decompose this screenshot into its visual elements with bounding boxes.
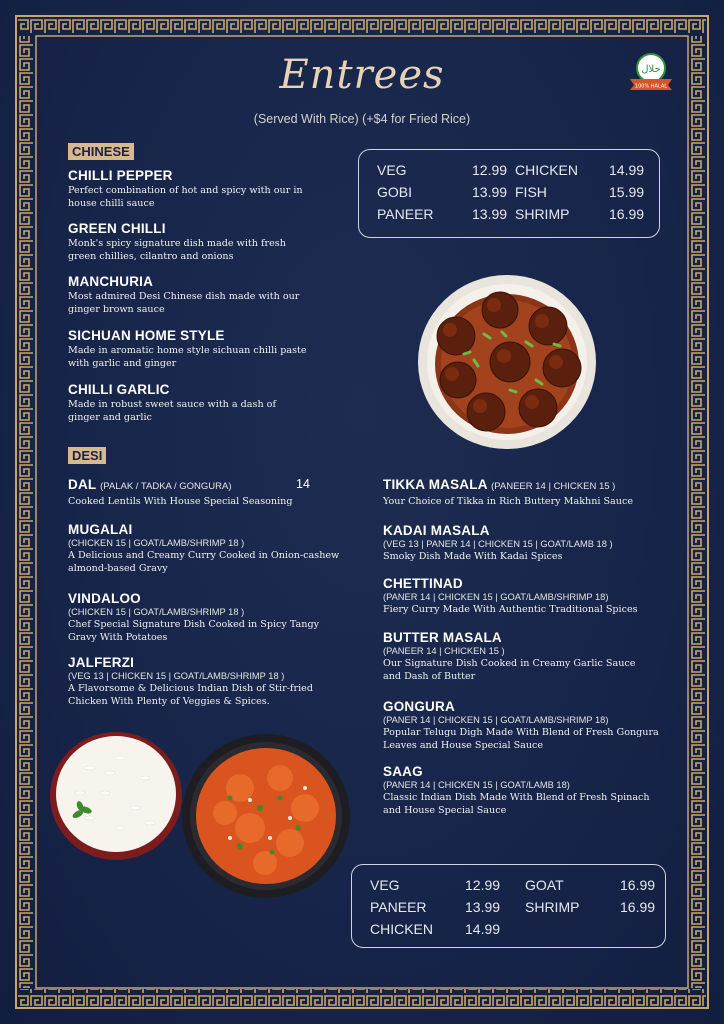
item-options: (PANEER 14 | CHICKEN 15 ) (383, 646, 505, 656)
price-value: 16.99 (609, 206, 645, 222)
item-desc: with garlic and ginger (68, 358, 177, 369)
item-desc: Popular Telugu Digh Made With Blend of Fresh Gongura (383, 727, 659, 738)
item-desc: Made in aromatic home style sichuan chilli paste (68, 345, 307, 356)
menu-item (68, 522, 348, 575)
halal-badge-text: 100% HALAL (634, 83, 668, 90)
item-desc: Gravy With Potatoes (68, 632, 168, 643)
item-options: (PALAK / TADKA / GONGURA) (100, 481, 232, 492)
menu-item (68, 655, 348, 708)
menu-item (68, 168, 328, 210)
item-name: GONGURA (383, 699, 455, 714)
price-label: PANEER (377, 206, 434, 222)
price-value: 15.99 (609, 184, 645, 200)
item-name: TIKKA MASALA (383, 477, 488, 492)
item-name: MUGALAI (68, 522, 133, 537)
item-desc: A Flavorsome & Delicious Indian Dish of Stir-fried (68, 683, 313, 694)
item-name: KADAI MASALA (383, 523, 490, 538)
manchurian-bowl-image (414, 272, 600, 452)
menu-item (383, 477, 673, 508)
item-desc: Classic Indian Dish Made With Blend of Fresh Spinach (383, 792, 650, 803)
item-desc: Fiery Curry Made With Authentic Traditional Spices (383, 604, 638, 615)
item-desc: Chicken With Plenty of Veggies & Spices. (68, 696, 270, 707)
price-label: FISH (515, 184, 547, 200)
category-label-chinese: CHINESE (68, 143, 134, 160)
item-desc: house chilli sauce (68, 198, 155, 209)
item-desc: green chillies, cilantro and onions (68, 251, 234, 262)
item-options: (PANEER 14 | CHICKEN 15 ) (491, 481, 616, 492)
menu-item (68, 591, 348, 644)
menu-item (68, 221, 328, 263)
price-value: 13.99 (465, 899, 501, 915)
item-options: (VEG 13 | PANER 14 | CHICKEN 15 | GOAT/LAMB 18 ) (383, 539, 613, 549)
item-options: (VEG 13 | CHICKEN 15 | GOAT/LAMB/SHRIMP 18 ) (68, 671, 285, 681)
item-options: (CHICKEN 15 | GOAT/LAMB/SHRIMP 18 ) (68, 538, 245, 548)
menu-item (383, 523, 673, 563)
menu-item (68, 274, 328, 316)
item-desc: almond-based Gravy (68, 563, 168, 574)
item-desc: and Dash of Butter (383, 671, 476, 682)
price-value: 14.99 (465, 921, 501, 937)
item-name: CHETTINAD (383, 576, 463, 591)
item-name: VINDALOO (68, 591, 141, 606)
desi-price-box (351, 864, 666, 948)
item-name: GREEN CHILLI (68, 221, 166, 236)
item-desc: Monk's spicy signature dish made with fresh (68, 238, 286, 249)
price-label: PANEER (370, 899, 427, 915)
item-desc: ginger brown sauce (68, 304, 165, 315)
menu-item (68, 382, 328, 424)
price-label: VEG (377, 162, 407, 178)
price-label: CHICKEN (515, 162, 579, 178)
item-name: MANCHURIA (68, 274, 154, 289)
item-desc: Our Signature Dish Cooked in Creamy Garlic Sauce (383, 658, 636, 669)
price-label: SHRIMP (525, 899, 580, 915)
menu-item (383, 576, 673, 616)
item-price: 14 (296, 477, 310, 491)
item-desc: Leaves and House Special Sauce (383, 740, 544, 751)
price-label: GOBI (377, 184, 413, 200)
item-name: BUTTER MASALA (383, 630, 502, 645)
item-name: DAL (68, 477, 97, 492)
item-name: JALFERZI (68, 655, 135, 670)
item-desc: and House Special Sauce (383, 805, 507, 816)
curry-pan-image (182, 734, 350, 898)
item-desc: A Delicious and Creamy Curry Cooked in Onion-cashew (68, 550, 340, 561)
price-value: 16.99 (620, 899, 656, 915)
halal-badge-icon (628, 52, 674, 92)
price-label: SHRIMP (515, 206, 570, 222)
item-desc: Cooked Lentils With House Special Seasoning (68, 496, 293, 507)
menu-item (383, 764, 673, 817)
price-value: 13.99 (472, 184, 508, 200)
menu-item (68, 328, 328, 370)
price-label: CHICKEN (370, 921, 434, 937)
item-desc: Most admired Desi Chinese dish made with our (68, 291, 300, 302)
item-options: (PANER 14 | CHICKEN 15 | GOAT/LAMB/SHRIMP 18) (383, 592, 609, 602)
item-desc: Your Choice of Tikka in Rich Buttery Makhni Sauce (383, 496, 634, 507)
item-options: (PANER 14 | CHICKEN 15 | GOAT/LAMB 18) (383, 780, 570, 790)
item-desc: Smoky Dish Made With Kadai Spices (383, 551, 563, 562)
rice-and-curry-image (50, 728, 350, 900)
item-desc: ginger and garlic (68, 412, 152, 423)
price-value: 12.99 (465, 877, 501, 893)
item-name: CHILLI PEPPER (68, 168, 173, 183)
price-value: 16.99 (620, 877, 656, 893)
page-title: Entrees (279, 52, 445, 98)
price-value: 14.99 (609, 162, 645, 178)
chinese-price-box (358, 149, 660, 238)
rice-bowl-image (50, 732, 182, 860)
item-desc: Made in robust sweet sauce with a dash of (68, 399, 277, 410)
halal-glyph: حلال (641, 64, 661, 75)
item-options: (CHICKEN 15 | GOAT/LAMB/SHRIMP 18 ) (68, 607, 245, 617)
price-value: 12.99 (472, 162, 508, 178)
menu-item (383, 630, 673, 683)
item-name: SAAG (383, 764, 423, 779)
price-label: VEG (370, 877, 400, 893)
item-name: SICHUAN HOME STYLE (68, 328, 225, 343)
price-value: 13.99 (472, 206, 508, 222)
category-label-desi: DESI (68, 447, 106, 464)
item-options: (PANER 14 | CHICKEN 15 | GOAT/LAMB/SHRIMP 18) (383, 715, 609, 725)
price-label: GOAT (525, 877, 564, 893)
menu-item (383, 699, 673, 752)
page-subtitle: (Served With Rice) (+$4 for Fried Rice) (253, 112, 471, 126)
item-desc: Chef Special Signature Dish Cooked in Spicy Tangy (68, 619, 320, 630)
item-desc: Perfect combination of hot and spicy with our in (68, 185, 303, 196)
item-name: CHILLI GARLIC (68, 382, 170, 397)
